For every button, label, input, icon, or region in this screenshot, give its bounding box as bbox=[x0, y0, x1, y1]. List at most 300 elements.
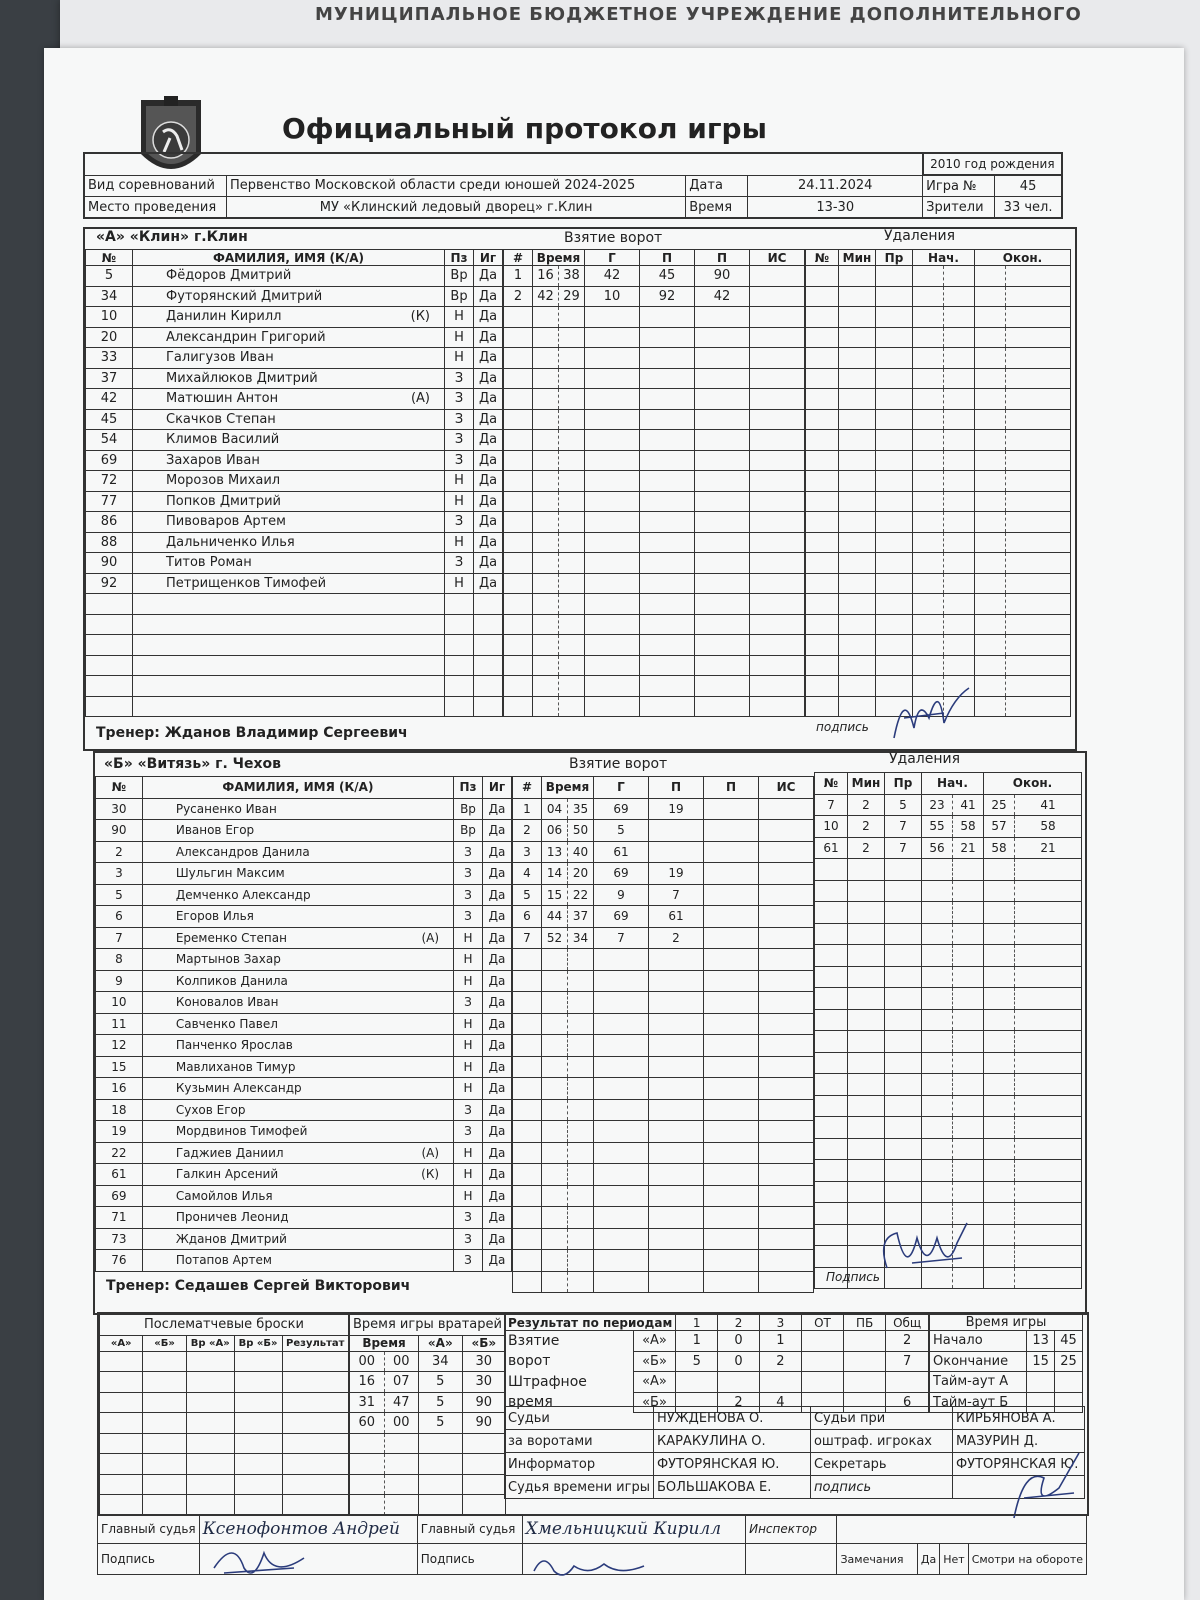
penalty-end-sec bbox=[1006, 348, 1071, 369]
player-row bbox=[86, 532, 503, 553]
empty-cell bbox=[234, 1454, 282, 1475]
goal-row bbox=[504, 655, 805, 676]
goal-minute bbox=[533, 491, 559, 512]
goal-number: 3 bbox=[513, 841, 542, 863]
goal-minute bbox=[542, 1250, 568, 1272]
penalty-minutes: 2 bbox=[848, 837, 885, 859]
protocol-sheet bbox=[44, 48, 1184, 1600]
goal-minute bbox=[533, 635, 559, 656]
player-played: Да bbox=[483, 970, 512, 992]
player-played: Да bbox=[483, 1207, 512, 1229]
goal-situation bbox=[750, 286, 805, 307]
secretary-value: ФУТОРЯНСКАЯ Ю. bbox=[952, 1453, 1084, 1476]
player-name: Демченко Александр bbox=[175, 887, 311, 902]
goal-situation bbox=[759, 798, 814, 820]
empty-cell bbox=[445, 614, 474, 635]
shootout-col: Результат bbox=[282, 1335, 348, 1351]
goal-scorer bbox=[594, 1250, 649, 1272]
goalie-a bbox=[419, 1474, 463, 1495]
goalie-b: 30 bbox=[462, 1372, 505, 1393]
goal-minute bbox=[533, 594, 559, 615]
game-time-title: Время игры bbox=[930, 1315, 1083, 1331]
penalty-reason bbox=[885, 1181, 922, 1203]
game-number-label: Игра № bbox=[923, 175, 995, 197]
penalty-minutes bbox=[839, 368, 876, 389]
penalty-row bbox=[815, 1031, 1082, 1053]
goal-assist-1 bbox=[640, 512, 695, 533]
player-position: Н bbox=[445, 327, 474, 348]
goal-situation bbox=[750, 512, 805, 533]
empty-cell bbox=[474, 676, 503, 697]
team-b-name: «Б» «Витязь» г. Чехов bbox=[104, 756, 281, 772]
period-value bbox=[886, 1372, 929, 1393]
player-row bbox=[96, 1250, 512, 1272]
goal-second: 40 bbox=[567, 841, 593, 863]
penalty-reason bbox=[876, 532, 913, 553]
goalie-a: 34 bbox=[419, 1351, 463, 1372]
penalty-reason bbox=[876, 655, 913, 676]
goal-assist-1 bbox=[640, 696, 695, 717]
goal-second: 37 bbox=[567, 906, 593, 928]
penalty-minutes bbox=[848, 1031, 885, 1053]
remarks-yes: Да bbox=[917, 1544, 939, 1575]
penalty-row bbox=[806, 512, 1071, 533]
penalty-reason: 5 bbox=[885, 794, 922, 816]
col-goal-time: Время bbox=[533, 250, 585, 266]
penalty-reason bbox=[876, 307, 913, 328]
penalty-end-sec bbox=[1006, 327, 1071, 348]
penalty-reason bbox=[885, 1031, 922, 1053]
shootout-col: Вр «Б» bbox=[234, 1335, 282, 1351]
team-a-goals-header bbox=[504, 250, 805, 266]
empty-cell bbox=[100, 1372, 143, 1393]
empty-cell bbox=[234, 1392, 282, 1413]
penalty-minutes bbox=[848, 1117, 885, 1139]
goal-assist-1 bbox=[640, 430, 695, 451]
penalty-reason bbox=[876, 491, 913, 512]
penalty-start-sec bbox=[944, 266, 975, 287]
goal-second bbox=[558, 450, 584, 471]
penalty-start-min bbox=[913, 389, 944, 410]
player-name: Александрин Григорий bbox=[166, 329, 326, 345]
goal-second bbox=[558, 614, 584, 635]
goalie-change-min bbox=[350, 1433, 385, 1454]
goal-number bbox=[513, 1013, 542, 1035]
periods-header bbox=[505, 1315, 929, 1331]
penalty-end-min bbox=[975, 266, 1006, 287]
player-row bbox=[86, 594, 503, 615]
shootout-col: «А» bbox=[100, 1335, 143, 1351]
player-played: Да bbox=[483, 1078, 512, 1100]
penalty-player bbox=[806, 409, 839, 430]
goal-minute bbox=[542, 970, 568, 992]
penalty-player bbox=[815, 945, 848, 967]
goal-scorer bbox=[585, 532, 640, 553]
goal-minute bbox=[542, 949, 568, 971]
player-name-cell bbox=[142, 1164, 453, 1186]
goal-minute bbox=[542, 1228, 568, 1250]
goal-second bbox=[558, 594, 584, 615]
goal-situation bbox=[750, 573, 805, 594]
goal-assist-2 bbox=[695, 532, 750, 553]
goal-number bbox=[513, 1250, 542, 1272]
goal-number bbox=[504, 696, 533, 717]
empty-cell bbox=[474, 635, 503, 656]
player-number: 5 bbox=[86, 266, 133, 287]
goal-row bbox=[513, 992, 814, 1014]
goal-situation bbox=[759, 1121, 814, 1143]
player-number: 69 bbox=[96, 1185, 143, 1207]
goalie-time-row bbox=[350, 1454, 506, 1475]
col-assist-2: П bbox=[695, 250, 750, 266]
team-b-penalties-header bbox=[815, 773, 1082, 795]
player-played: Да bbox=[483, 798, 512, 820]
penalty-player bbox=[806, 696, 839, 717]
penalty-minutes bbox=[848, 880, 885, 902]
goal-number bbox=[504, 389, 533, 410]
penalty-row bbox=[815, 988, 1082, 1010]
player-number: 12 bbox=[96, 1035, 143, 1057]
empty-cell bbox=[143, 1474, 186, 1495]
team-a-name: «А» «Клин» г.Клин bbox=[96, 229, 248, 245]
goal-second bbox=[558, 553, 584, 574]
goal-assist-2 bbox=[704, 1185, 759, 1207]
goal-situation bbox=[759, 949, 814, 971]
goal-assist-2 bbox=[695, 635, 750, 656]
goal-minute: 52 bbox=[542, 927, 568, 949]
goal-minute bbox=[533, 471, 559, 492]
penalty-start-sec bbox=[944, 327, 975, 348]
player-name-cell bbox=[142, 1056, 453, 1078]
goal-second bbox=[567, 1271, 593, 1293]
penalty-end-min bbox=[975, 491, 1006, 512]
goal-assist-1 bbox=[640, 327, 695, 348]
penalty-start-sec bbox=[953, 1181, 984, 1203]
player-number: 88 bbox=[86, 532, 133, 553]
goalie-time-table bbox=[349, 1314, 506, 1516]
penalty-reason bbox=[885, 1052, 922, 1074]
player-played: Да bbox=[474, 286, 503, 307]
player-played: Да bbox=[474, 266, 503, 287]
penalty-start-sec bbox=[944, 368, 975, 389]
penalty-reason bbox=[876, 512, 913, 533]
goal-scorer: 42 bbox=[585, 266, 640, 287]
player-row bbox=[86, 409, 503, 430]
penalty-start-sec bbox=[953, 1052, 984, 1074]
goal-situation bbox=[750, 491, 805, 512]
shootout-title-row bbox=[100, 1315, 349, 1336]
goal-second bbox=[558, 676, 584, 697]
player-row bbox=[86, 614, 503, 635]
goal-number bbox=[504, 676, 533, 697]
penalty-reason bbox=[876, 471, 913, 492]
player-row bbox=[96, 1121, 512, 1143]
penalty-end-sec: 58 bbox=[1015, 816, 1082, 838]
period-row-label: Взятие bbox=[505, 1331, 634, 1352]
period-row-label: время bbox=[505, 1392, 634, 1413]
penalty-player bbox=[806, 573, 839, 594]
empty-cell bbox=[86, 594, 133, 615]
penalty-end-sec bbox=[1006, 450, 1071, 471]
empty-cell bbox=[445, 655, 474, 676]
goal-number bbox=[513, 1142, 542, 1164]
goal-assist-2 bbox=[704, 798, 759, 820]
penalty-reason bbox=[876, 430, 913, 451]
goal-minute bbox=[542, 1207, 568, 1229]
penalty-end-sec bbox=[1006, 655, 1071, 676]
goalie-b bbox=[462, 1433, 505, 1454]
goal-situation bbox=[750, 266, 805, 287]
goal-assist-1 bbox=[640, 409, 695, 430]
goal-assist-2 bbox=[695, 696, 750, 717]
goal-minute bbox=[533, 368, 559, 389]
player-row bbox=[86, 471, 503, 492]
penalty-reason bbox=[876, 368, 913, 389]
penalty-reason bbox=[885, 859, 922, 881]
penalty-reason bbox=[885, 1009, 922, 1031]
timeout-b-label: Тайм-аут Б bbox=[930, 1392, 1027, 1413]
goalie-a bbox=[419, 1495, 463, 1516]
penalty-end-min bbox=[975, 307, 1006, 328]
remarks-label: Замечания bbox=[837, 1544, 917, 1575]
penalty-minutes bbox=[839, 491, 876, 512]
player-name: Петрищенков Тимофей bbox=[166, 575, 327, 591]
goal-assist-1: 45 bbox=[640, 266, 695, 287]
team-a-penalties-title: Удаления bbox=[884, 228, 956, 244]
col-goal-time: Время bbox=[542, 777, 594, 799]
goal-assist-2 bbox=[704, 970, 759, 992]
penalty-minutes bbox=[839, 471, 876, 492]
penalty-minutes bbox=[848, 1138, 885, 1160]
goalie-change-sec: 00 bbox=[384, 1351, 419, 1372]
period-row bbox=[505, 1331, 929, 1352]
goal-assist-2 bbox=[704, 1164, 759, 1186]
period-row-label: Штрафное bbox=[505, 1372, 634, 1393]
goal-scorer bbox=[585, 594, 640, 615]
goal-row bbox=[504, 491, 805, 512]
goal-situation bbox=[759, 1142, 814, 1164]
player-name-cell bbox=[142, 820, 453, 842]
penalty-start-sec bbox=[953, 1117, 984, 1139]
col-name: ФАМИЛИЯ, ИМЯ (К/А) bbox=[142, 777, 453, 799]
penalty-minutes bbox=[839, 512, 876, 533]
player-row bbox=[96, 970, 512, 992]
player-played: Да bbox=[483, 863, 512, 885]
goalie-change-sec bbox=[384, 1495, 419, 1516]
player-position: Н bbox=[454, 1013, 483, 1035]
start-minute: 45 bbox=[1055, 1331, 1083, 1352]
team-b-coach: Тренер: Седашев Сергей Викторович bbox=[106, 1278, 411, 1294]
goal-assist-1 bbox=[640, 450, 695, 471]
goal-assist-1 bbox=[649, 1013, 704, 1035]
goal-row bbox=[504, 409, 805, 430]
goal-scorer bbox=[585, 491, 640, 512]
goal-number bbox=[504, 491, 533, 512]
goal-number bbox=[513, 1185, 542, 1207]
player-played: Да bbox=[483, 927, 512, 949]
date-label: Дата bbox=[686, 175, 748, 197]
penalty-player bbox=[815, 966, 848, 988]
player-position: Н bbox=[445, 471, 474, 492]
penalty-start-sec bbox=[944, 491, 975, 512]
team-a-goals-title: Взятие ворот bbox=[564, 230, 663, 246]
goal-scorer: 5 bbox=[594, 820, 649, 842]
penalty-end-sec bbox=[1006, 594, 1071, 615]
player-name: Галигузов Иван bbox=[166, 350, 274, 366]
period-value: 6 bbox=[886, 1392, 929, 1413]
penalty-row bbox=[815, 859, 1082, 881]
goalie-time-header bbox=[350, 1335, 506, 1351]
period-value: 1 bbox=[676, 1331, 718, 1352]
player-name: Попков Дмитрий bbox=[166, 493, 281, 509]
referee-1-sign-label: Подпись bbox=[98, 1544, 200, 1575]
goalie-change-sec: 07 bbox=[384, 1372, 419, 1393]
player-name: Русаненко Иван bbox=[175, 801, 277, 816]
goal-number bbox=[504, 327, 533, 348]
goal-second bbox=[558, 655, 584, 676]
penalty-start-min bbox=[922, 1009, 953, 1031]
shootout-row bbox=[100, 1495, 349, 1516]
penalty-end-sec bbox=[1015, 923, 1082, 945]
goal-scorer: 7 bbox=[594, 927, 649, 949]
penalty-start-sec: 58 bbox=[953, 816, 984, 838]
penalty-end-min bbox=[984, 1009, 1015, 1031]
player-row bbox=[86, 676, 503, 697]
penalty-minutes bbox=[848, 988, 885, 1010]
date-value: 24.11.2024 bbox=[748, 175, 923, 197]
player-row bbox=[86, 286, 503, 307]
penalty-row bbox=[806, 327, 1071, 348]
penalty-start-min bbox=[922, 1160, 953, 1182]
penalty-row bbox=[815, 837, 1082, 859]
player-row bbox=[96, 798, 512, 820]
player-name-cell bbox=[133, 266, 445, 287]
team-b-goals-header bbox=[513, 777, 814, 799]
penalty-start-sec bbox=[944, 594, 975, 615]
goal-row bbox=[504, 512, 805, 533]
goal-minute bbox=[533, 409, 559, 430]
penalty-row bbox=[815, 966, 1082, 988]
goal-number bbox=[513, 949, 542, 971]
goal-assist-1 bbox=[649, 970, 704, 992]
goal-row bbox=[513, 1271, 814, 1293]
player-number: 2 bbox=[96, 841, 143, 863]
goal-scorer bbox=[585, 409, 640, 430]
penalty-start-sec bbox=[953, 902, 984, 924]
penalty-player bbox=[806, 553, 839, 574]
col-pen-minutes: Мин bbox=[848, 773, 885, 795]
penalty-start-min bbox=[913, 594, 944, 615]
penalty-start-min bbox=[913, 368, 944, 389]
goalie-change-sec: 47 bbox=[384, 1392, 419, 1413]
secretary-sign-label: подпись bbox=[810, 1476, 952, 1499]
goal-assist-2 bbox=[695, 491, 750, 512]
player-name: Михайлюков Дмитрий bbox=[166, 370, 318, 386]
player-position: Н bbox=[445, 573, 474, 594]
goal-minute bbox=[533, 614, 559, 635]
penalty-player bbox=[815, 1181, 848, 1203]
penalty-player bbox=[815, 1203, 848, 1225]
col-goal-scorer: Г bbox=[585, 250, 640, 266]
goal-situation bbox=[759, 970, 814, 992]
player-played: Да bbox=[474, 368, 503, 389]
goalie-change-min: 00 bbox=[350, 1351, 385, 1372]
penalty-end-sec bbox=[1015, 1031, 1082, 1053]
player-row bbox=[96, 841, 512, 863]
penalty-row bbox=[806, 307, 1071, 328]
goal-number bbox=[504, 594, 533, 615]
penalty-end-min bbox=[975, 573, 1006, 594]
shootout-table bbox=[99, 1314, 349, 1516]
goal-assist-1: 2 bbox=[649, 927, 704, 949]
player-row bbox=[96, 1164, 512, 1186]
player-role: (К) bbox=[421, 1167, 440, 1182]
goal-minute: 14 bbox=[542, 863, 568, 885]
goalie-change-sec: 00 bbox=[384, 1413, 419, 1434]
timekeeper-label: Судья времени игры bbox=[505, 1476, 654, 1499]
goal-second bbox=[558, 389, 584, 410]
player-name-cell bbox=[133, 368, 445, 389]
goal-number bbox=[504, 368, 533, 389]
empty-cell bbox=[474, 594, 503, 615]
player-name: Кузьмин Александр bbox=[175, 1081, 302, 1096]
penalty-reason bbox=[885, 1074, 922, 1096]
goal-minute: 44 bbox=[542, 906, 568, 928]
goal-number bbox=[504, 409, 533, 430]
penalty-reason bbox=[876, 348, 913, 369]
player-position: З bbox=[445, 389, 474, 410]
penalty-start-min bbox=[913, 532, 944, 553]
penalty-minutes bbox=[839, 286, 876, 307]
period-value: 4 bbox=[760, 1392, 802, 1413]
penalty-minutes bbox=[848, 1009, 885, 1031]
player-name-cell bbox=[142, 970, 453, 992]
penalty-player bbox=[806, 635, 839, 656]
goal-assist-2 bbox=[704, 820, 759, 842]
penalty-player bbox=[806, 532, 839, 553]
goal-second: 35 bbox=[567, 798, 593, 820]
empty-cell bbox=[100, 1392, 143, 1413]
goal-number bbox=[504, 307, 533, 328]
player-position: Вр bbox=[445, 266, 474, 287]
goal-scorer bbox=[594, 1013, 649, 1035]
penalty-start-min bbox=[913, 266, 944, 287]
penalty-end-min bbox=[984, 966, 1015, 988]
period-results-table bbox=[504, 1314, 929, 1413]
empty-cell bbox=[133, 614, 445, 635]
goal-assist-2 bbox=[704, 1142, 759, 1164]
penalty-reason bbox=[876, 327, 913, 348]
period-col: ПБ bbox=[844, 1315, 886, 1331]
penalty-start-sec bbox=[953, 880, 984, 902]
goal-scorer: 69 bbox=[594, 863, 649, 885]
background-header: МУНИЦИПАЛЬНОЕ БЮДЖЕТНОЕ УЧРЕЖДЕНИЕ ДОПОЛНИТЕЛЬНОГО bbox=[315, 4, 1082, 25]
penalty-start-sec bbox=[953, 945, 984, 967]
empty-cell bbox=[282, 1495, 348, 1516]
goal-minute bbox=[533, 430, 559, 451]
player-played: Да bbox=[483, 906, 512, 928]
team-a-penalties bbox=[805, 249, 1071, 717]
player-name: Дальниченко Илья bbox=[166, 534, 295, 550]
goal-assist-2 bbox=[695, 594, 750, 615]
empty-cell bbox=[474, 614, 503, 635]
penalty-judges-label: Судьи при bbox=[810, 1407, 952, 1430]
player-number: 5 bbox=[96, 884, 143, 906]
goal-situation bbox=[759, 1271, 814, 1293]
penalty-end-sec bbox=[1015, 902, 1082, 924]
penalty-player bbox=[806, 676, 839, 697]
goal-assist-1 bbox=[649, 1207, 704, 1229]
